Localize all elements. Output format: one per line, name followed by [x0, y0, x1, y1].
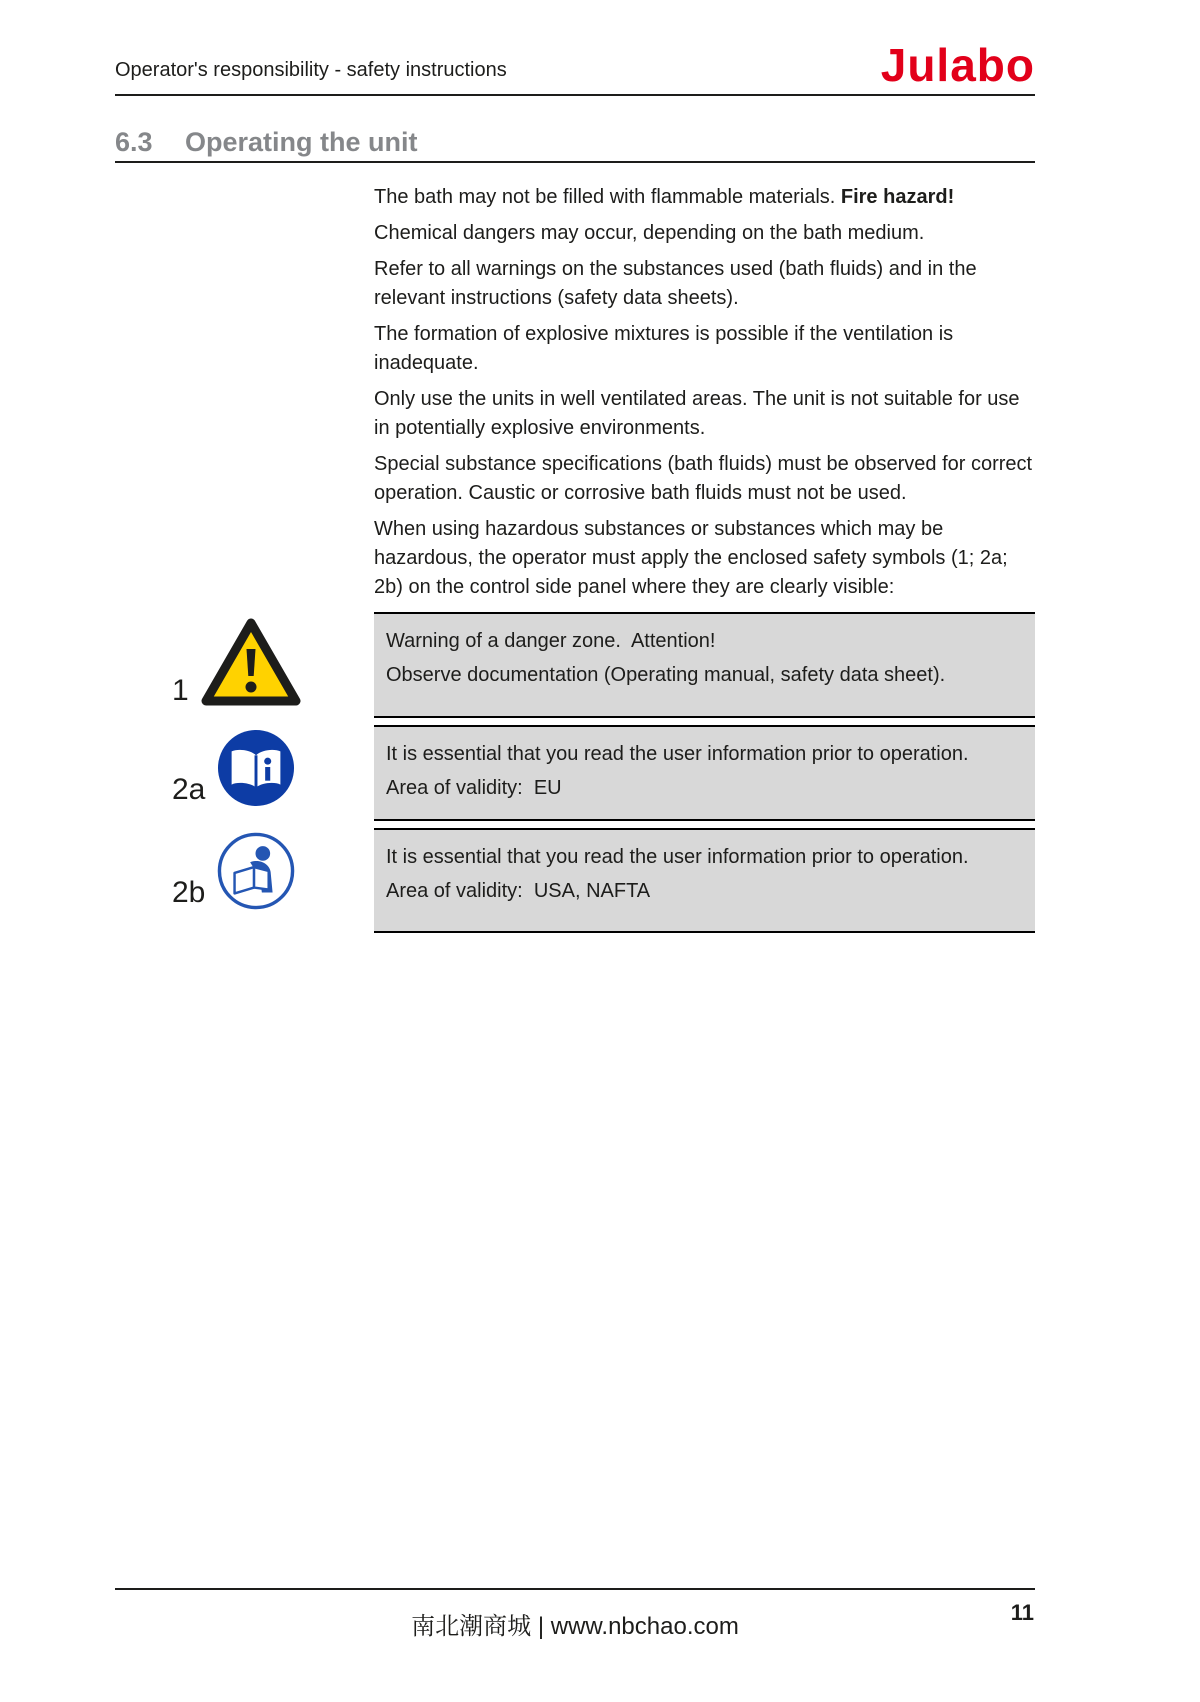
- person-reading-manual-icon: [217, 832, 295, 910]
- paragraph-text: The bath may not be filled with flammable materials.: [374, 186, 841, 208]
- page-header: [115, 30, 1035, 90]
- symbol-text-line: It is essential that you read the user information prior to operation.: [386, 743, 969, 765]
- symbol-row-eu: [115, 725, 1035, 821]
- body-text: [374, 183, 1035, 609]
- symbol-description-box: [374, 725, 1035, 821]
- running-header: Operator's responsibility - safety instructions: [115, 59, 507, 81]
- read-user-information-book-icon: [217, 729, 295, 807]
- symbol-label: 2a: [172, 773, 206, 806]
- symbol-description-box: [374, 828, 1035, 933]
- section-title: Operating the unit: [185, 127, 418, 157]
- paragraph-ventilated-areas: Only use the units in well ventilated areas. The unit is not suitable for use in potentially explosive environments.: [374, 388, 1020, 439]
- symbol-figure: [172, 729, 295, 807]
- safety-symbols-section: [115, 612, 1035, 940]
- footer-site-text: 南北潮商城 | www.nbchao.com: [411, 1613, 739, 1640]
- symbol-label: 2b: [172, 876, 206, 909]
- paragraph-warnings-substances: Refer to all warnings on the substances used (bath fluids) and in the relevant instructions (safety data sheets).: [374, 258, 977, 309]
- symbol-label: 1: [172, 674, 189, 707]
- symbol-figure: [172, 832, 295, 910]
- symbol-figure: [172, 616, 301, 708]
- symbol-text-line: It is essential that you read the user information prior to operation.: [386, 846, 969, 868]
- symbol-text-line: Observe documentation (Operating manual, safety data sheet).: [386, 664, 946, 686]
- fire-hazard-emphasis: Fire hazard!: [840, 186, 955, 208]
- symbol-text-line: Warning of a danger zone. Attention!: [386, 630, 716, 652]
- warning-triangle-icon: [201, 616, 301, 708]
- header-divider: [115, 94, 1035, 96]
- symbol-row-warning: [115, 612, 1035, 718]
- section-heading: [115, 127, 1035, 158]
- symbol-description-box: [374, 612, 1035, 718]
- paragraph-chemical-dangers: Chemical dangers may occur, depending on the bath medium.: [374, 222, 925, 244]
- heading-divider: [115, 161, 1035, 163]
- paragraph-fire-hazard: [374, 183, 1035, 212]
- footer-divider: [115, 1588, 1035, 1590]
- paragraph-explosive-mixtures: The formation of explosive mixtures is possible if the ventilation is inadequate.: [374, 323, 954, 374]
- symbol-text-line: Area of validity: EU: [386, 777, 562, 799]
- paragraph-safety-symbols: When using hazardous substances or substances which may be hazardous, the operator must apply the enclosed safety symbols (1; 2a; 2b) on the control side panel where they are clearly visible:: [374, 518, 1008, 598]
- paragraph-substance-specifications: Special substance specifications (bath fluids) must be observed for correct operation. Caustic or corrosive bath fluids must not be used.: [374, 453, 1033, 504]
- symbol-row-usa-nafta: [115, 828, 1035, 933]
- julabo-logo: Julabo: [880, 39, 1035, 91]
- symbol-text-line: Area of validity: USA, NAFTA: [386, 880, 651, 902]
- page-number: 11: [1010, 1600, 1034, 1625]
- section-number: 6.3: [115, 127, 153, 157]
